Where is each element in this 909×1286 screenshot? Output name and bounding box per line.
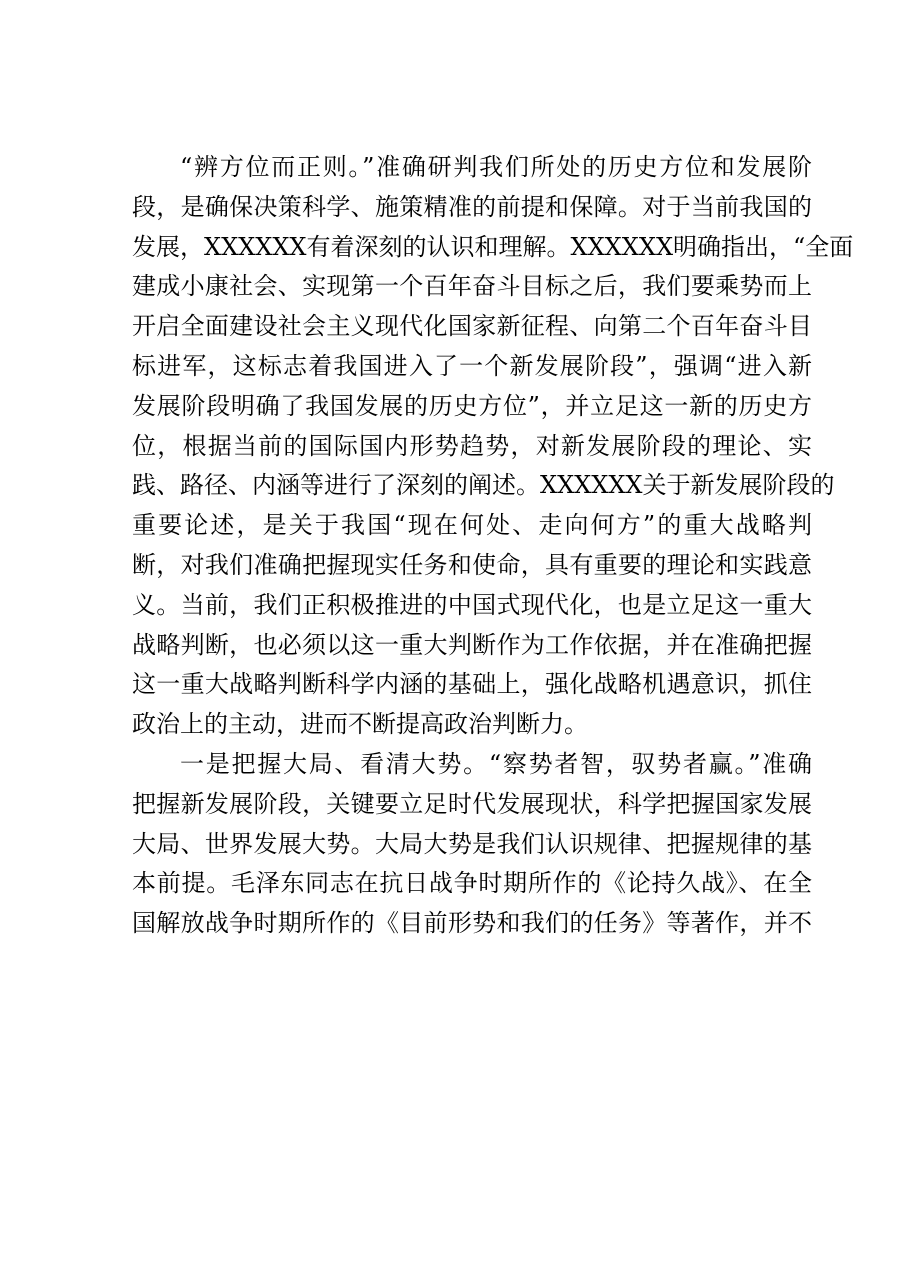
text-line: 本前提。毛泽东同志在抗日战争时期所作的《论持久战》、在全 (132, 869, 812, 898)
text-line: 重要论述，是关于我国“现在何处、走向何方”的重大战略判 (132, 511, 812, 540)
paragraph-2 (132, 745, 812, 944)
text-line: 发展阶段明确了我国发展的历史方位”，并立足这一新的历史方 (132, 391, 812, 420)
text-line: 位，根据当前的国际国内形势趋势，对新发展阶段的理论、实 (132, 431, 812, 460)
paragraph-1 (132, 148, 854, 745)
text-line: 大局、世界发展大势。大局大势是我们认识规律、把握规律的基 (132, 829, 812, 858)
body-text (132, 148, 854, 944)
text-line: 政治上的主动，进而不断提高政治判断力。 (132, 710, 588, 739)
text-line: 践、路径、内涵等进行了深刻的阐述。XXXXXX关于新发展阶段的 (132, 471, 835, 500)
text-line: 把握新发展阶段，关键要立足时代发展现状，科学把握国家发展 (132, 789, 812, 818)
text-line: 战略判断，也必须以这一重大判断作为工作依据，并在准确把握 (132, 630, 812, 659)
text-line: 断，对我们准确把握现实任务和使命，具有重要的理论和实践意 (132, 550, 812, 579)
text-line: 义。当前，我们正积极推进的中国式现代化，也是立足这一重大 (132, 590, 812, 619)
text-line: 标进军，这标志着我国进入了一个新发展阶段”，强调“进入新 (132, 351, 812, 380)
text-line: 开启全面建设社会主义现代化国家新征程、向第二个百年奋斗目 (132, 312, 812, 341)
text-line: 发展，XXXXXX有着深刻的认识和理解。XXXXXX明确指出，“全面 (132, 232, 854, 261)
text-line: “辨方位而正则。”准确研判我们所处的历史方位和发展阶 (180, 153, 812, 181)
text-line: 一是把握大局、看清大势。“察势者智，驭势者赢。”准确 (180, 749, 812, 778)
text-line: 建成小康社会、实现第一个百年奋斗目标之后，我们要乘势而上 (132, 272, 812, 301)
text-line: 段，是确保决策科学、施策精准的前提和保障。对于当前我国的 (132, 192, 812, 221)
text-line: 这一重大战略判断科学内涵的基础上，强化战略机遇意识，抓住 (132, 670, 812, 699)
text-line: 国解放战争时期所作的《目前形势和我们的任务》等著作，并不 (132, 909, 812, 938)
